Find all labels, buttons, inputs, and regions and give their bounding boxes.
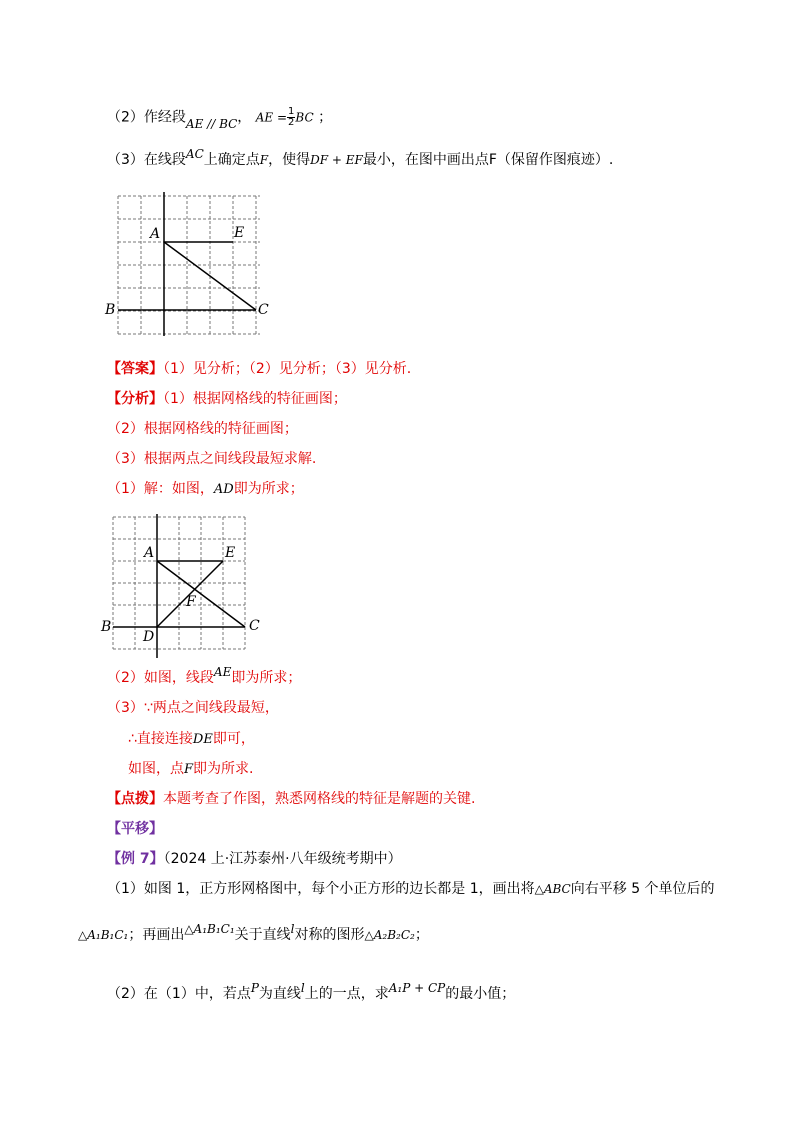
answer-tag: 【答案】 xyxy=(107,361,163,377)
frac-num: 1 xyxy=(288,106,295,117)
figure-lines-2 xyxy=(113,514,245,658)
grid-figure-1 xyxy=(100,190,280,340)
question-3 xyxy=(107,147,614,170)
q2-math-parallel: AE // BC xyxy=(185,116,238,131)
frac-den: 2 xyxy=(288,117,295,128)
point-note xyxy=(107,789,475,809)
label-f-2: F xyxy=(186,594,196,610)
solution1-seg: AD xyxy=(213,482,234,497)
ex-q2-expr: A₁P + CP xyxy=(388,981,446,995)
solution3-seg: DE xyxy=(192,732,213,747)
solution2-suffix: 即为所求； xyxy=(231,670,302,686)
ex-q2-line: l xyxy=(300,981,305,995)
ex-q1-tri2: △A₁B₁C₁ xyxy=(184,922,235,936)
ex-q2-prefix: （2）在（1）中，若点 xyxy=(107,986,251,1002)
q3-mid2: ，使得 xyxy=(268,152,311,168)
example-q1-line-1 xyxy=(107,879,715,899)
label-e: E xyxy=(234,225,245,241)
example-tag: 【例 7】 xyxy=(107,851,164,867)
example-q1-line-2 xyxy=(78,922,429,945)
solution2-text: （2）如图，线段 xyxy=(107,670,214,686)
q3-expr: DF + EF xyxy=(310,153,363,167)
label-a-2: A xyxy=(144,545,155,561)
analysis-1 xyxy=(107,389,347,409)
solution3-pt: F xyxy=(184,762,194,777)
section-title: 【平移】 xyxy=(107,821,163,837)
grid-lines-2 xyxy=(113,517,245,649)
q3-seg: AC xyxy=(185,147,204,161)
q3-pt: F xyxy=(259,153,269,167)
solution3-l2-prefix: ∴直接连接 xyxy=(128,731,193,747)
solution3-l3-prefix: 如图，点 xyxy=(128,761,184,777)
solution-3-line-2 xyxy=(128,729,255,750)
example-source: （2024 上·江苏泰州·八年级统考期中） xyxy=(163,851,402,867)
label-d-2: D xyxy=(143,629,155,645)
ex-q1-mid3: 对称的图形 xyxy=(294,927,365,943)
answer-text: （1）见分析；（2）见分析；（3）见分析. xyxy=(163,361,412,377)
solution1-text: （1）解：如图， xyxy=(107,481,214,497)
solution-2 xyxy=(107,665,302,688)
analysis-line-1: （1）根据网格线的特征画图； xyxy=(163,391,347,407)
ex-q1-mid2: 关于直线 xyxy=(234,927,291,943)
q2-text: （2）作经段 xyxy=(107,109,186,126)
solution-3-line-1: （3）∵两点之间线段最短， xyxy=(107,700,279,716)
label-c: C xyxy=(258,302,269,318)
label-b: B xyxy=(105,302,116,318)
solution-1 xyxy=(107,479,304,500)
grid-figure-2 xyxy=(98,512,273,662)
q3-suffix: 最小，在图中画出点F（保留作图痕迹）. xyxy=(362,152,614,168)
label-a: A xyxy=(150,226,161,242)
example-7-header xyxy=(107,849,402,869)
example-q2 xyxy=(107,981,516,1004)
solution3-l2-suffix: 即可， xyxy=(212,731,255,747)
point-tag: 【点拨】 xyxy=(107,791,163,807)
ex-q2-mid1: 为直线 xyxy=(258,986,301,1002)
solution3-l3-suffix: 即为所求. xyxy=(193,761,254,777)
label-e-2: E xyxy=(225,545,236,561)
ex-q1-tri: △ABC xyxy=(534,882,571,896)
ex-q1-tri1: △A₁B₁C₁ xyxy=(78,928,129,942)
q2-math-eq: AE = xyxy=(255,110,288,125)
analysis-tag: 【分析】 xyxy=(107,391,163,407)
ex-q1-suffix: 向右平移 5 个单位后的 xyxy=(570,881,715,897)
ex-q1-l2-suffix: ； xyxy=(414,927,429,943)
solution2-seg: AE xyxy=(213,665,232,679)
q2-suffix: ； xyxy=(318,109,333,126)
question-2 xyxy=(107,106,333,131)
label-c-2: C xyxy=(249,618,260,634)
ex-q1-prefix: （1）如图 1，正方形网格图中，每个小正方形的边长都是 1，画出将 xyxy=(107,881,535,897)
analysis-3: （3）根据两点之间线段最短求解. xyxy=(107,451,317,467)
ex-q2-mid2: 上的一点，求 xyxy=(304,986,389,1002)
q2-math-bc: BC xyxy=(295,110,314,125)
ex-q2-suffix: 的最小值； xyxy=(445,986,516,1002)
solution1-suffix: 即为所求； xyxy=(233,481,304,497)
grid-lines xyxy=(118,196,260,334)
solution-3-line-3 xyxy=(128,759,253,780)
q2-sep: ， xyxy=(237,109,252,126)
answer xyxy=(107,359,411,379)
ex-q1-mid1: ；再画出 xyxy=(128,927,185,943)
ex-q2-pt: P xyxy=(250,981,259,995)
ex-q1-tri3: △A₂B₂C₂ xyxy=(364,928,415,942)
point-text: 本题考查了作图，熟悉网格线的特征是解题的关键. xyxy=(163,791,476,807)
q3-mid1: 上确定点 xyxy=(203,152,260,168)
label-b-2: B xyxy=(101,619,112,635)
analysis-2: （2）根据网格线的特征画图； xyxy=(107,421,298,437)
ex-q1-line-l: l xyxy=(290,922,295,936)
q3-text: （3）在线段 xyxy=(107,152,186,168)
